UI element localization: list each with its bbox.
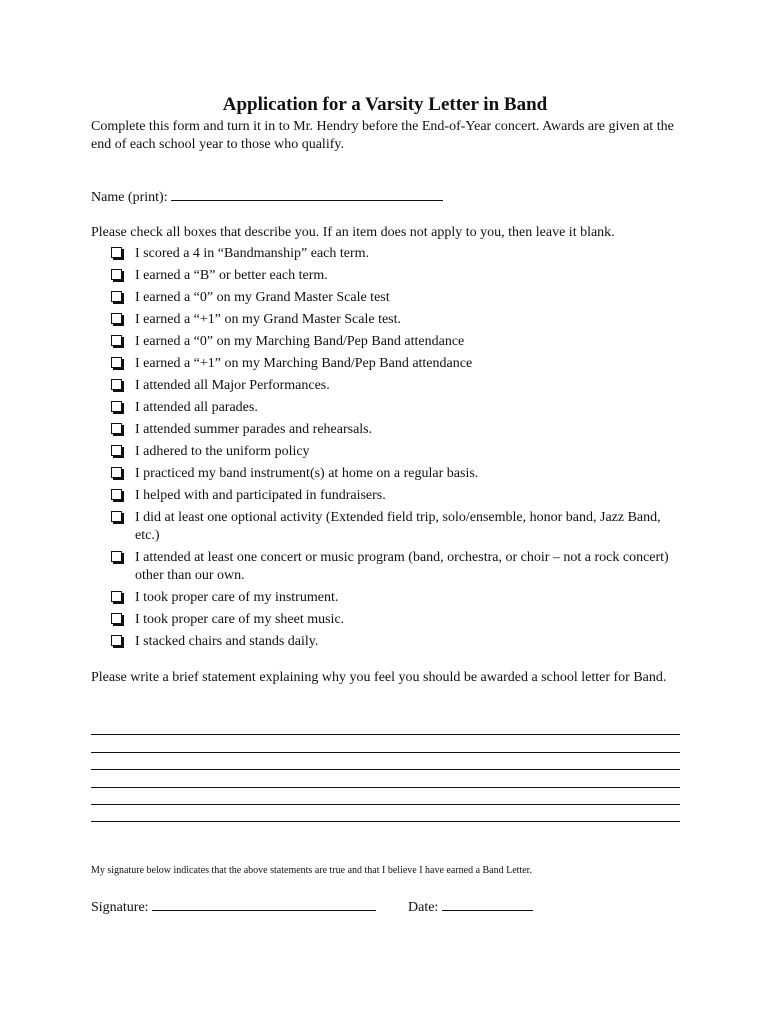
checkbox[interactable]: [111, 423, 122, 434]
checklist-item-label: I attended all parades.: [135, 400, 258, 415]
checklist-item: [110, 509, 680, 545]
statement-line[interactable]: [91, 718, 680, 735]
checklist-item: [110, 549, 680, 585]
statement-line[interactable]: [91, 753, 680, 770]
checklist-item: [110, 355, 680, 373]
checklist-item-label: I earned a “0” on my Marching Band/Pep Band attendance: [135, 334, 465, 349]
checklist-item: [110, 589, 680, 607]
checklist-item: [110, 633, 680, 651]
checklist-item: [110, 421, 680, 439]
checkbox[interactable]: [111, 445, 122, 456]
checklist-item-label: I adhered to the uniform policy: [135, 444, 310, 459]
checklist-item-label: I attended at least one concert or music program (band, orchestra, or choir – not a rock concert) other than our own.: [135, 550, 669, 583]
checkbox[interactable]: [111, 401, 122, 412]
statement-line[interactable]: [91, 735, 680, 752]
checklist-item: [110, 289, 680, 307]
checkbox[interactable]: [111, 511, 122, 522]
statement-line[interactable]: [91, 805, 680, 822]
checkbox[interactable]: [111, 247, 122, 258]
name-row: [91, 186, 443, 207]
checklist-item: [110, 465, 680, 483]
checklist-item-label: I stacked chairs and stands daily.: [135, 634, 319, 649]
checklist-item: [110, 399, 680, 417]
checkbox[interactable]: [111, 467, 122, 478]
statement-line[interactable]: [91, 788, 680, 805]
checklist-item-label: I helped with and participated in fundraisers.: [135, 488, 386, 503]
checklist: [110, 245, 680, 655]
checkbox[interactable]: [111, 489, 122, 500]
checklist-item: [110, 333, 680, 351]
intro-text: Complete this form and turn it in to Mr. Hendry before the End-of-Year concert. Awards are given at the end of each school year to those who qualify.: [91, 119, 674, 152]
checklist-item-label: I practiced my band instrument(s) at home on a regular basis.: [135, 466, 479, 481]
checkbox[interactable]: [111, 357, 122, 368]
name-field[interactable]: [171, 186, 443, 201]
checklist-item-label: I scored a 4 in “Bandmanship” each term.: [135, 246, 370, 261]
checklist-item: [110, 245, 680, 263]
checkbox[interactable]: [111, 635, 122, 646]
signature-field[interactable]: [152, 896, 376, 911]
checkbox[interactable]: [111, 335, 122, 346]
checklist-item: [110, 311, 680, 329]
checkbox[interactable]: [111, 269, 122, 280]
checklist-item-label: I attended summer parades and rehearsals.: [135, 422, 373, 437]
form-title: Application for a Varsity Letter in Band: [222, 94, 548, 115]
date-row: [408, 896, 533, 917]
checklist-item-label: I earned a “B” or better each term.: [135, 268, 328, 283]
checkbox[interactable]: [111, 591, 122, 602]
checklist-item-label: I did at least one optional activity (Extended field trip, solo/ensemble, honor band, Jazz Band, etc.): [135, 510, 661, 543]
date-label: Date:: [408, 900, 439, 915]
checkbox[interactable]: [111, 313, 122, 324]
name-label: Name (print):: [91, 190, 168, 205]
checklist-item: [110, 443, 680, 461]
checklist-item: [110, 487, 680, 505]
checklist-item-label: I took proper care of my sheet music.: [135, 612, 345, 627]
statement-area[interactable]: [91, 718, 680, 822]
checklist-item: [110, 611, 680, 629]
checklist-item-label: I earned a “+1” on my Marching Band/Pep Band attendance: [135, 356, 473, 371]
checklist-item-label: I earned a “0” on my Grand Master Scale test: [135, 290, 390, 305]
checkbox[interactable]: [111, 379, 122, 390]
checklist-item: [110, 267, 680, 285]
signature-label: Signature:: [91, 900, 149, 915]
checklist-item-label: I took proper care of my instrument.: [135, 590, 339, 605]
checklist-item-label: I attended all Major Performances.: [135, 378, 330, 393]
statement-line[interactable]: [91, 770, 680, 787]
statement-prompt: Please write a brief statement explaining why you feel you should be awarded a school letter for Band.: [91, 670, 667, 685]
checkbox[interactable]: [111, 291, 122, 302]
date-field[interactable]: [442, 896, 533, 911]
signature-row: [91, 896, 376, 917]
instructions-text: Please check all boxes that describe you. If an item does not apply to you, then leave it blank.: [91, 225, 615, 240]
checklist-item: [110, 377, 680, 395]
certification-text: My signature below indicates that the above statements are true and that I believe I have earned a Band Letter.: [91, 865, 532, 876]
checklist-item-label: I earned a “+1” on my Grand Master Scale test.: [135, 312, 402, 327]
checkbox[interactable]: [111, 613, 122, 624]
checkbox[interactable]: [111, 551, 122, 562]
